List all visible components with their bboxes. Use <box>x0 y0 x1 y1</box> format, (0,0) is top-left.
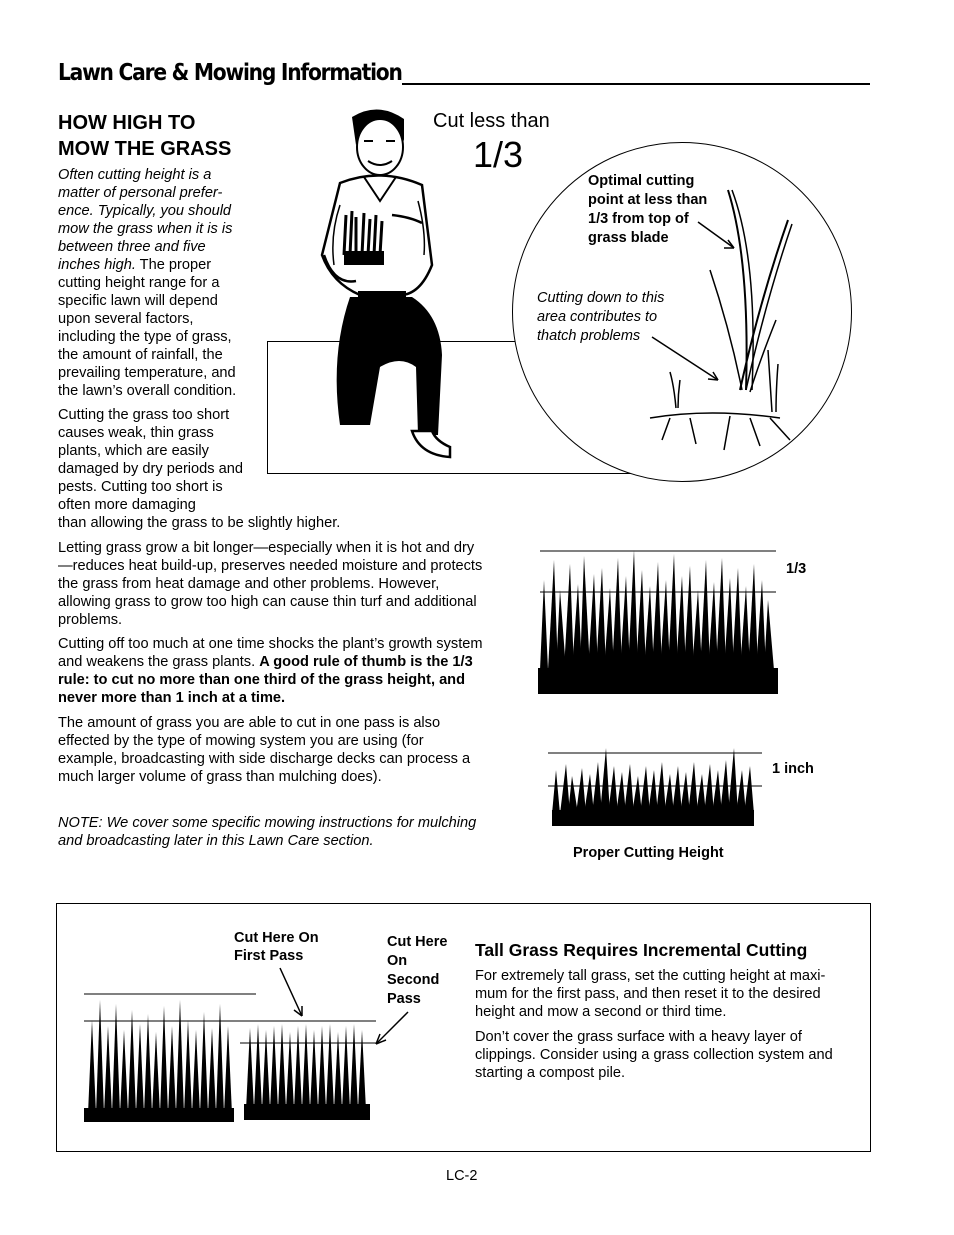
section-title-line-2: MOW THE GRASS <box>58 138 232 160</box>
header-rule <box>402 83 870 85</box>
tall-grass-paragraph-2: Don’t cover the grass surface with a heavy layer of clippings. Consider using a grass collection system and starting a compost pile. <box>475 1029 833 1081</box>
page-header <box>58 58 870 88</box>
thatch-problems-label: Cutting down to this area contributes to thatch problems <box>537 290 665 344</box>
paragraph-grow-longer: Letting grass grow a bit longer—especially when it is hot and dry—reduces heat build-up, preserves needed moisture and protects the grass from heat damage and other problems. However, allowing grass to grow too high can cause thin turf and additional problems. <box>58 540 483 628</box>
paragraph-cutting-height-italic: Often cutting height is a matter of personal prefer-ence. Typically, you should mow the grass when it is is between three and five inches high. <box>58 167 233 273</box>
note-paragraph: NOTE: We cover some specific mowing instructions for mulching and broadcasting later in this Lawn Care section. <box>58 815 477 849</box>
paragraph-too-short-wide: than allowing the grass to be slightly higher. <box>58 515 341 531</box>
paragraph-rule-of-thumb <box>58 635 483 707</box>
one-inch-label: 1 inch <box>772 761 814 777</box>
paragraph-too-short-narrow: Cutting the grass too short causes weak, thin grass plants, which are easily damaged by dry periods and pests. Cutting too short is often more damaging <box>58 407 243 513</box>
tall-grass-paragraph-1: For extremely tall grass, set the cutting height at maxi-mum for the first pass, and then reset it to the desired height and mow a second or third time. <box>475 968 826 1020</box>
cut-first-pass-label: Cut Here On First Pass <box>234 930 319 964</box>
one-third-fraction: 1/3 <box>473 134 524 175</box>
page-title: Lawn Care & Mowing Information <box>58 60 402 86</box>
one-third-height-label: 1/3 <box>786 561 807 577</box>
paragraph-mowing-system: The amount of grass you are able to cut in one pass is also effected by the type of mowing system you are using (for example, broadcasting with side discharge decks can process a much larger volume of grass than mulching does). <box>58 715 471 785</box>
paragraph-cutting-height-rest: The proper cutting height range for a specific lawn will depend upon several factors, including the type of grass, the amount of rainfall, the prevailing temperature, and the lawn’s overall condition. <box>58 257 237 399</box>
kneeling-man-illustration <box>300 105 460 465</box>
optimal-cutting-point-label: Optimal cutting point at less than 1/3 from top of grass blade <box>588 173 708 246</box>
page-number: LC-2 <box>446 1168 478 1184</box>
paragraph-cutting-height <box>58 166 250 400</box>
paragraph-rule-plain: Cutting off too much at one time shocks the plant’s growth system and weakens the grass plants. <box>58 636 483 670</box>
section-title-line-1: HOW HIGH TO <box>58 112 196 134</box>
paragraph-rule-bold: A good rule of thumb is the 1/3 rule: to cut no more than one third of the grass height, and never more than 1 inch at a time. <box>58 654 473 706</box>
proper-cutting-height-caption: Proper Cutting Height <box>573 845 724 861</box>
cut-less-than-label: Cut less than <box>433 110 550 132</box>
short-grass-one-inch-diagram <box>548 740 766 830</box>
incremental-cutting-diagram <box>84 990 404 1125</box>
tall-grass-box-title: Tall Grass Requires Incremental Cutting <box>475 940 808 960</box>
cut-second-pass-label: Cut Here On Second Pass <box>387 934 448 1007</box>
grass-blade-drawing <box>600 150 830 460</box>
section-title <box>58 110 278 162</box>
tall-grass-one-third-diagram <box>538 540 778 700</box>
